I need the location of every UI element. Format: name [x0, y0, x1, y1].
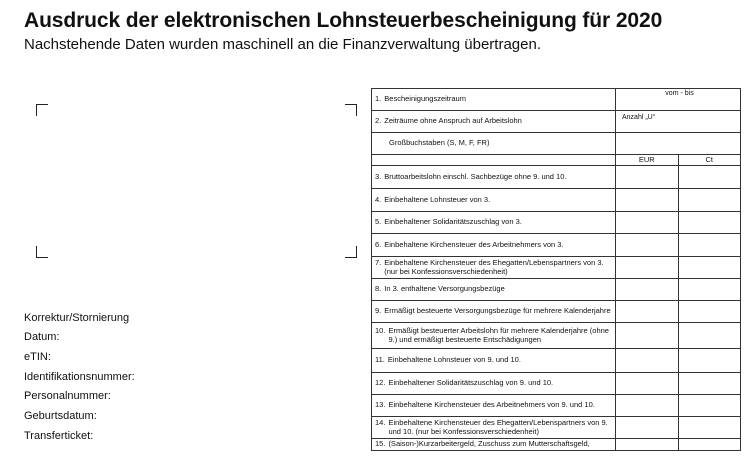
ct-cell	[678, 301, 741, 323]
ct-cell	[678, 189, 741, 212]
eur-cell	[616, 212, 679, 234]
eur-cell	[616, 395, 679, 417]
address-window-corner-top-right	[345, 104, 357, 116]
ct-cell	[678, 439, 741, 451]
eur-cell	[616, 189, 679, 212]
eur-cell	[616, 279, 679, 301]
row-label: Einbehaltener Solidaritätszuschlag von 3.	[384, 217, 522, 227]
page-subtitle: Nachstehende Daten wurden maschinell an die Finanzverwaltung übertragen.	[24, 36, 541, 53]
eur-cell	[616, 301, 679, 323]
row-label: Einbehaltene Kirchensteuer des Ehegatten/Lebenspartners von 3. (nur bei Konfessionsverschiedenheit)	[384, 258, 604, 276]
ct-cell	[678, 166, 741, 189]
row-number: 8.	[375, 284, 382, 294]
value-cell	[616, 133, 741, 155]
table-row	[372, 89, 616, 111]
row-number: 3.	[375, 171, 382, 181]
row-label: In 3. enthaltene Versorgungsbezüge	[384, 284, 505, 294]
eur-cell	[616, 323, 679, 349]
row-label: Bruttoarbeitslohn einschl. Sachbezüge ohne 9. und 10.	[384, 171, 567, 181]
table-row	[372, 395, 616, 417]
row-label: (Saison-)Kurzarbeitergeld, Zuschuss zum Mutterschaftsgeld,	[388, 439, 590, 449]
table-row	[372, 417, 616, 439]
ct-cell	[678, 279, 741, 301]
field-label-geburtsdatum: Geburtsdatum:	[24, 410, 97, 422]
eur-cell	[616, 439, 679, 451]
ct-cell	[678, 257, 741, 279]
table-row	[372, 323, 616, 349]
table-row	[372, 189, 616, 212]
table-row	[372, 279, 616, 301]
table-row	[372, 257, 616, 279]
field-label-korrektur: Korrektur/Stornierung	[24, 312, 130, 324]
field-label-personalnummer: Personalnummer:	[24, 390, 111, 402]
row-label: Ermäßigt besteuerte Versorgungsbezüge für mehrere Kalenderjahre	[384, 306, 611, 316]
row-number: 6.	[375, 239, 382, 249]
field-label-datum: Datum:	[24, 331, 60, 343]
table-row	[372, 133, 616, 155]
ct-cell	[678, 323, 741, 349]
vom-bis-label: vom - bis	[665, 89, 694, 97]
field-label-identifikationsnummer: Identifikationsnummer:	[24, 371, 135, 383]
row-label: Einbehaltene Kirchensteuer des Arbeitnehmers von 3.	[384, 239, 564, 249]
row-number: 11.	[375, 355, 385, 365]
row-label: Einbehaltene Kirchensteuer des Ehegatten/Lebenspartners von 9. und 10. (nur bei Konfessionsverschiedenheit)	[388, 418, 608, 436]
ct-cell	[678, 417, 741, 439]
row-number: 12.	[375, 378, 386, 388]
row-number: 13.	[375, 400, 386, 410]
row-label: Zeiträume ohne Anspruch auf Arbeitslohn	[384, 116, 522, 126]
row-number: 14.	[375, 418, 386, 427]
row-number: 15.	[375, 439, 386, 449]
row-label: Ermäßigt besteuerter Arbeitslohn für mehrere Kalenderjahre (ohne 9.) und ermäßigt besteuerte Entschädigungen	[388, 326, 609, 344]
eur-cell	[616, 417, 679, 439]
address-window-corner-top-left	[36, 104, 48, 116]
table-row	[372, 439, 616, 451]
ct-cell	[678, 395, 741, 417]
row-label: Einbehaltene Lohnsteuer von 3.	[384, 194, 491, 204]
row-number: 5.	[375, 217, 382, 227]
address-window-corner-bottom-right	[345, 246, 357, 258]
anzahl-u-label: Anzahl „U“	[622, 114, 656, 122]
eur-cell	[616, 166, 679, 189]
table-row	[372, 349, 616, 373]
row-number: 2.	[375, 116, 382, 126]
eur-cell	[616, 349, 679, 373]
table-row	[372, 212, 616, 234]
eur-cell	[616, 373, 679, 395]
table-row	[372, 234, 616, 257]
row-number: 9.	[375, 306, 382, 316]
table-row	[372, 166, 616, 189]
column-header-eur: EUR	[616, 155, 679, 166]
table-row	[372, 111, 616, 133]
field-label-transferticket: Transferticket:	[24, 430, 94, 442]
ct-cell	[678, 349, 741, 373]
row-number: 10.	[375, 326, 386, 335]
field-label-etin: eTIN:	[24, 351, 51, 363]
row-label: Einbehaltener Solidaritätszuschlag von 9. und 10.	[388, 378, 554, 388]
table-row	[372, 301, 616, 323]
anzahl-cell	[616, 111, 741, 133]
eur-cell	[616, 257, 679, 279]
row-label: Großbuchstaben (S, M, F, FR)	[389, 138, 490, 148]
ct-cell	[678, 212, 741, 234]
ct-cell	[678, 234, 741, 257]
row-number: 7.	[375, 258, 382, 267]
row-number: 4.	[375, 194, 382, 204]
column-header-ct: Ct	[678, 155, 741, 166]
ct-cell	[678, 373, 741, 395]
address-window-corner-bottom-left	[36, 246, 48, 258]
row-label: Einbehaltene Kirchensteuer des Arbeitnehmers von 9. und 10.	[388, 400, 595, 410]
period-cell	[616, 89, 741, 111]
page-title: Ausdruck der elektronischen Lohnsteuerbescheinigung für 2020	[24, 9, 663, 32]
row-label: Bescheinigungszeitraum	[384, 94, 466, 104]
tax-certificate-table	[371, 88, 741, 451]
row-label: Einbehaltene Lohnsteuer von 9. und 10.	[387, 355, 521, 365]
row-number: 1.	[375, 94, 382, 104]
table-row	[372, 373, 616, 395]
eur-cell	[616, 234, 679, 257]
